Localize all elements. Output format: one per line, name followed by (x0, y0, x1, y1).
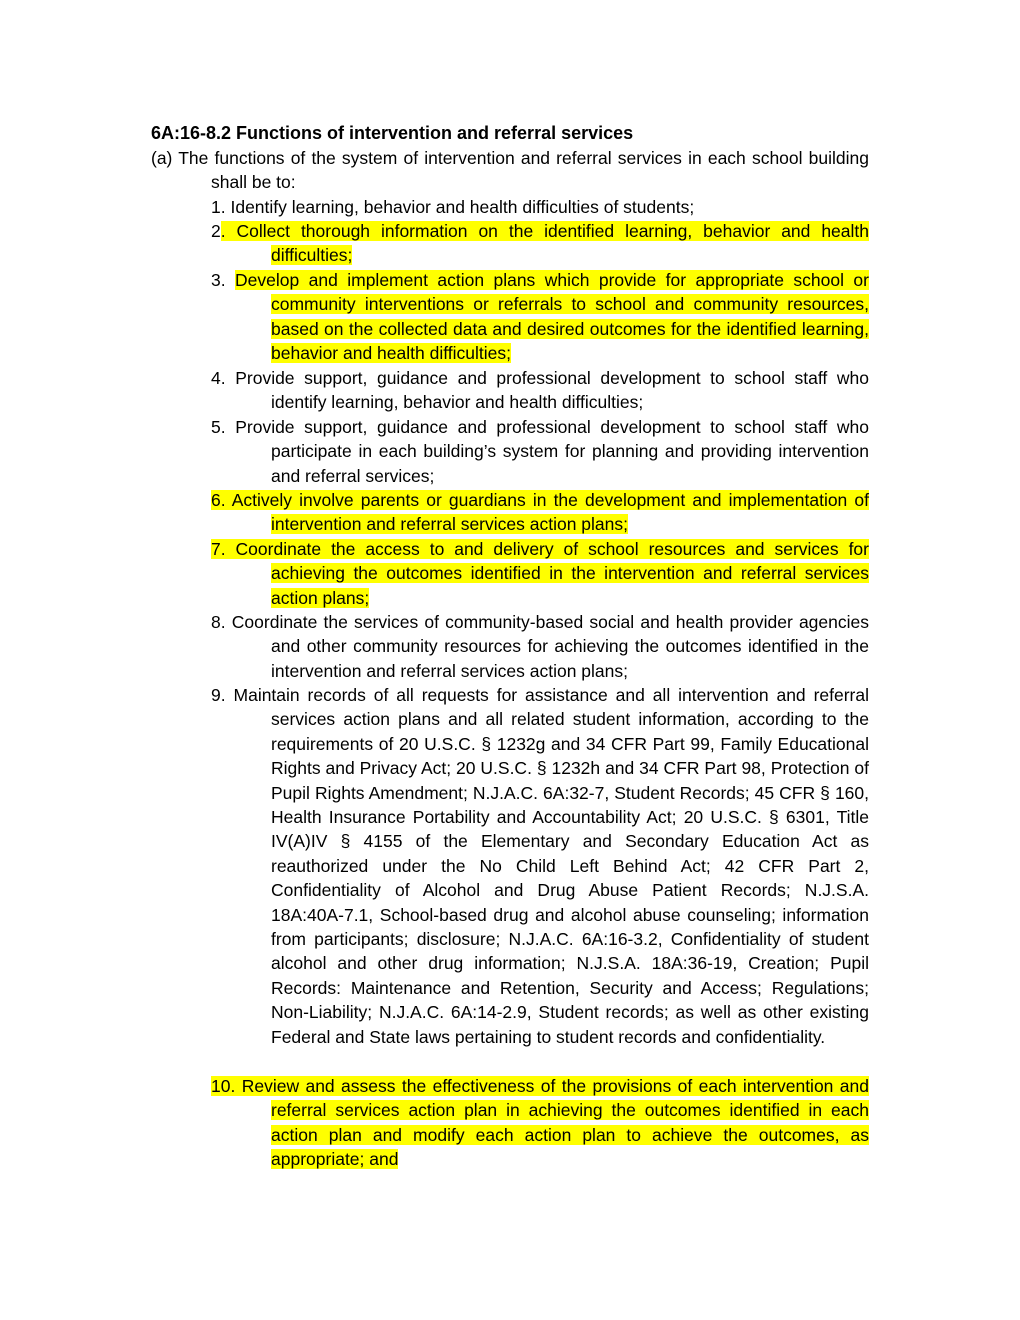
list-item-10 (211, 1074, 869, 1172)
item-number: 9. (211, 685, 226, 705)
item-text-highlighted: Actively involve parents or guardians in the development and implementation of intervention and referral services action plans; (225, 490, 869, 535)
list-item-4 (211, 366, 869, 415)
item-text: Coordinate the services of community-based social and health provider agencies and other community resources for achieving the outcomes identified in the intervention and referral services action plans; (225, 612, 869, 681)
item-number-highlighted: 7. (211, 539, 226, 559)
item-text-highlighted: . Collect thorough information on the identified learning, behavior and health difficulties; (220, 221, 869, 266)
item-text: Provide support, guidance and professional development to school staff who identify learning, behavior and health difficulties; (225, 368, 869, 413)
item-text-highlighted: Review and assess the effectiveness of the provisions of each intervention and referral services action plan in achieving the outcomes identified in each action plan and modify each action plan to achieve the outcomes, as appropriate; and (235, 1076, 869, 1170)
item-number: 1. (211, 197, 226, 217)
item-number-highlighted: 10. (211, 1076, 236, 1096)
intro-paragraph: (a) The functions of the system of intervention and referral services in each school building shall be to: (151, 148, 869, 193)
item-number: 5. (211, 417, 226, 437)
item-text: Maintain records of all requests for assistance and all intervention and referral services action plans and all related student information, according to the requirements of 20 U.S.C. § 1232g and 34 CFR Part 99, Family Educational Rights and Privacy Act; 20 U.S.C. § 1232h and 34 CFR Part 98, Protection of Pupil Rights Amendment; N.J.A.C. 6A:32-7, Student Records; 45 CFR § 160, Health Insurance Portability and Accountability Act; 20 U.S.C. § 6301, Title IV(A)IV § 4155 of the Elementary and Secondary Education Act as reauthorized under the No Child Left Behind Act; 42 CFR Part 2, Confidentiality of Alcohol and Drug Abuse Patient Records; N.J.S.A. 18A:40A-7.1, School-based drug and alcohol abuse counseling; information from participants; disclosure; N.J.A.C. 6A:16-3.2, Confidentiality of student alcohol and other drug information; N.J.S.A. 18A:36-19, Creation; Pupil Records: Maintenance and Retention, Security and Access; Regulations; Non-Liability; N.J.A.C. 6A:14-2.9, Student records; as well as other existing Federal and State laws pertaining to student records and confidentiality. (225, 685, 869, 1047)
item-number: 4. (211, 368, 226, 388)
item-text-highlighted: Develop and implement action plans which provide for appropriate school or community interventions or referrals to school and community resources, based on the collected data and desired outcomes for the identified learning, behavior and health difficulties; (235, 270, 869, 364)
item-text: Provide support, guidance and professional development to school staff who participate in each building’s system for planning and providing intervention and referral services; (225, 417, 869, 486)
list-item-5 (211, 415, 869, 488)
list-item-6 (211, 488, 869, 537)
list-item-2 (211, 219, 869, 268)
list-item-3 (211, 268, 869, 366)
list-item-8 (211, 610, 869, 683)
item-number-highlighted: 6. (211, 490, 226, 510)
item-text: Identify learning, behavior and health difficulties of students; (225, 197, 695, 217)
section-heading: 6A:16-8.2 Functions of intervention and referral services (151, 123, 634, 143)
item-text-highlighted: Coordinate the access to and delivery of school resources and services for achieving the outcomes identified in the intervention and referral services action plans; (225, 539, 869, 608)
list-item-9 (211, 683, 869, 1049)
list-item-7 (211, 537, 869, 610)
item-number: 2 (211, 221, 221, 241)
item-number: 3. (211, 270, 226, 290)
list-item-1 (211, 195, 869, 219)
item-number: 8. (211, 612, 226, 632)
